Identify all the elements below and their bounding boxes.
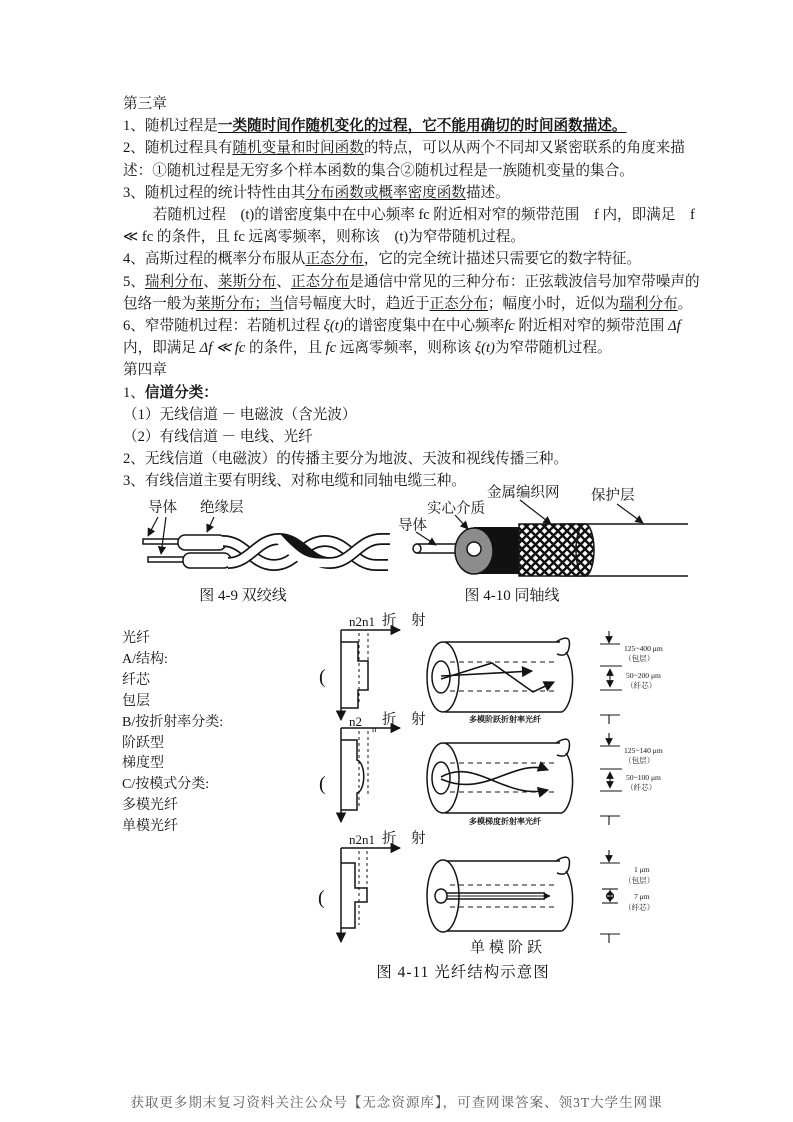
text-segment: 一类随时间作随机变化的过程，它不能用确切的时间函数描述。 xyxy=(217,118,627,135)
text-segment: 信道分类： xyxy=(144,384,218,401)
text-segment: fc xyxy=(325,340,337,357)
text-segment: 莱斯分布；当 xyxy=(195,295,284,312)
arrow-coax-sheath xyxy=(617,504,643,523)
row1-dim-cladding: 125~400 μm xyxy=(624,644,663,653)
coax-conductor-label: 导体 xyxy=(398,518,427,534)
fiber-row2-profile xyxy=(341,728,400,822)
paragraph-c3-4 xyxy=(123,248,700,270)
text-segment: 是通信中常见的三种分布：正弦载波信号加窄带噪声的包络一般为 xyxy=(123,273,700,312)
text-segment: 5、 xyxy=(123,273,145,290)
text-segment: 附近相对窄的频带范围 xyxy=(514,318,669,335)
figure-4-10-caption: 图 4-10 同轴线 xyxy=(464,588,560,604)
cylinder-curl xyxy=(556,857,569,874)
paragraph-c4-1 xyxy=(123,382,700,404)
row3-dim-cladding-name: （包层） xyxy=(624,876,655,885)
coax-conductor-core xyxy=(467,542,481,556)
row2-refraction-label: 折 射 xyxy=(382,712,426,728)
arrow-coax-dielectric xyxy=(455,515,468,529)
text-segment: 3、随机过程的统计特性由其 xyxy=(123,184,306,201)
coax-braid-label: 金属编织网 xyxy=(487,485,560,501)
fiber-note: 阶跃型 xyxy=(122,735,164,751)
text-segment: 瑞利分布 xyxy=(619,295,678,312)
text-segment: fc xyxy=(504,318,515,335)
row3-dim-cladding: 1 μm xyxy=(634,865,650,874)
row2-dim-core: 50~100 μm xyxy=(626,773,661,782)
text-segment: 2、无线信道（电磁波）的传播主要分为地波、天波和视线传播三种。 xyxy=(123,451,569,468)
row2-paren: ( xyxy=(319,773,326,795)
chapter4-heading: 第四章 xyxy=(123,362,167,379)
text-segment: ，它的完全统计描述只需要它的数字特征。 xyxy=(363,251,642,268)
fiber-note: 单模光纤 xyxy=(122,819,178,835)
fiber-row3-profile xyxy=(341,848,400,942)
row3-axis-label: n2n1 xyxy=(349,832,375,847)
fiber-note: B/按折射率分类: xyxy=(122,714,224,730)
row3-dim-core: 7 μm xyxy=(634,892,650,901)
row1-dim-core-name: （纤芯） xyxy=(626,681,657,690)
fiber-row1-dimensions xyxy=(600,631,622,724)
paragraph-c3-3 xyxy=(123,182,700,204)
coax-braid xyxy=(519,524,585,576)
row2-axis-sub-label: n xyxy=(372,724,377,734)
row3-dim-core-name: （纤芯） xyxy=(624,903,655,912)
fiber-note: 包层 xyxy=(122,693,150,709)
text-segment: 莱斯分布 xyxy=(217,273,277,290)
fiber-notes-list xyxy=(122,629,223,838)
conductor-wire-bottom xyxy=(148,557,186,562)
row2-cylinder-label: 多模梯度折射率光纤 xyxy=(469,817,541,826)
text-segment: ；幅度小时，近似为 xyxy=(487,295,620,312)
text-segment: ξ(t) xyxy=(323,318,344,335)
text-segment: 、 xyxy=(203,273,218,290)
coax-sheath-label: 保护层 xyxy=(591,488,635,504)
cylinder-curl xyxy=(556,739,569,756)
paragraph-c4-2 xyxy=(123,448,700,470)
text-segment: ξ(t) xyxy=(474,340,495,357)
row2-axis-label: n2 xyxy=(349,714,362,729)
insulation-tube-top xyxy=(178,535,226,550)
text-segment: Δf ≪ fc xyxy=(199,340,246,357)
text-segment: 6、窄带随机过程：若随机过程 xyxy=(123,318,324,335)
text-segment: 4、高斯过程的概率分布服从 xyxy=(123,251,306,268)
text-segment: 分布函数或概率密度函数 xyxy=(305,184,466,201)
fiber-note: 纤芯 xyxy=(122,672,150,688)
fiber-row1-profile xyxy=(341,630,400,720)
row1-dim-core: 50~200 μm xyxy=(626,671,661,680)
fiber-row3-cylinder xyxy=(427,857,573,932)
text-segment: 为窄带随机过程。 xyxy=(494,340,612,357)
twisted-pair-insulation-label: 绝缘层 xyxy=(200,500,244,516)
figure-4-9-caption: 图 4-9 双绞线 xyxy=(199,588,287,604)
arrow-conductor-1 xyxy=(148,517,158,536)
figure-optical-fiber xyxy=(315,600,705,990)
row3-cylinder-label: 单模阶跃 xyxy=(469,940,547,956)
text-segment: 的特点，可以从两个不同却又紧密联系的角度来描述：①随机过程是无穷多个样本函数的集合②随机过程是一族随机变量的集合。 xyxy=(123,140,685,179)
text-segment: 远离零频率，则称该 xyxy=(336,340,475,357)
insulation-tube-bottom xyxy=(183,553,231,568)
text-segment: （2）有线信道 － 电线、光纤 xyxy=(123,429,313,446)
text-segment: 的谱密度集中在中心频率 xyxy=(343,318,505,335)
row1-paren: ( xyxy=(319,666,326,688)
fiber-note: 梯度型 xyxy=(122,756,164,772)
text-segment: 正态分布 xyxy=(429,295,488,312)
coax-dielectric-label: 实心介质 xyxy=(427,501,485,517)
fiber-row2-dimensions xyxy=(600,733,622,825)
paragraph-c4-1b xyxy=(123,426,700,448)
twisted-braid xyxy=(223,539,390,565)
paragraph-c3-1 xyxy=(123,115,700,137)
text-segment: 的条件，且 xyxy=(245,340,326,357)
cylinder-curl xyxy=(556,638,569,655)
text-segment: 2、随机过程具有 xyxy=(123,140,233,157)
fiber-row2-cylinder xyxy=(427,739,573,813)
fiber-core xyxy=(432,762,450,794)
paragraph-c4-1a xyxy=(123,404,700,426)
text-segment: 瑞利分布 xyxy=(144,273,204,290)
fiber-note: 光纤 xyxy=(122,631,150,646)
text-segment: 。 xyxy=(677,295,693,312)
paragraph-c3-5 xyxy=(123,271,700,315)
text-segment: 正态分布 xyxy=(305,251,364,268)
coax-braid-end xyxy=(576,524,594,576)
coax-conductor-tip xyxy=(413,544,421,553)
arrow-coax-braid xyxy=(520,500,551,524)
row1-refraction-label: 折 射 xyxy=(382,613,426,629)
fiber-row3-dimensions xyxy=(600,850,620,943)
row2-dim-core-name: （纤芯） xyxy=(626,783,657,792)
text-block xyxy=(123,93,700,493)
figure-4-11-caption: 图 4-11 光纤结构示意图 xyxy=(376,964,550,981)
text-segment: 1、随机过程是 xyxy=(123,118,218,135)
paragraph-c3-6 xyxy=(123,315,700,359)
row3-paren: ( xyxy=(318,887,325,909)
chapter3-heading: 第三章 xyxy=(123,96,167,112)
text-segment: 描述。 xyxy=(465,184,510,201)
paragraph-c3-narrowband xyxy=(123,204,700,248)
twisted-pair-conductor-label: 导体 xyxy=(148,500,177,516)
figure-cables xyxy=(110,478,700,608)
text-segment: 内，即满足 xyxy=(123,318,685,357)
fiber-note: C/按模式分类: xyxy=(122,777,210,793)
fiber-note: A/结构: xyxy=(122,651,168,667)
text-segment: 随机变量和时间函数 xyxy=(232,140,364,157)
paragraph-c3-2 xyxy=(123,137,700,181)
fiber-note: 多模光纤 xyxy=(122,798,178,814)
twisted-pair-drawing xyxy=(143,517,390,568)
footer-promo-text: 获取更多期末复习资料关注公众号【无念资源库】，可查网课答案、领3T大学生网课 xyxy=(130,1095,663,1110)
text-segment: 、 xyxy=(276,273,291,290)
row2-dim-cladding: 125~140 μm xyxy=(624,746,663,755)
text-segment: 信号幅度大时，趋近于 xyxy=(283,295,430,312)
text-segment: 正态分布 xyxy=(290,273,350,290)
text-segment: 3、有线信道主要有明线、对称电缆和同轴电缆三种。 xyxy=(123,473,466,490)
row1-axis-label: n2n1 xyxy=(349,614,375,629)
row2-dim-cladding-name: （包层） xyxy=(624,756,655,765)
text-segment: 1、 xyxy=(123,384,145,401)
fiber-row1-cylinder xyxy=(427,638,573,712)
text-segment: Δf xyxy=(668,318,681,335)
arrow-conductor-2 xyxy=(161,517,166,554)
text-segment: 若随机过程 (t)的谱密度集中在中心频率 fc 附近相对窄的频带范围 f 内，即满足 f ≪ fc 的条件，且 fc 远离零频率，则称该 (t)为窄带随机过程。 xyxy=(123,207,699,246)
fiber-core xyxy=(435,889,447,903)
text-segment: （1）无线信道 － 电磁波（含光波） xyxy=(123,406,357,423)
row3-refraction-label: 折 射 xyxy=(382,831,426,847)
arrow-insulation xyxy=(207,517,214,532)
row1-cylinder-label: 多模阶跃折射率光纤 xyxy=(469,715,541,724)
row1-dim-cladding-name: （包层） xyxy=(624,654,655,663)
